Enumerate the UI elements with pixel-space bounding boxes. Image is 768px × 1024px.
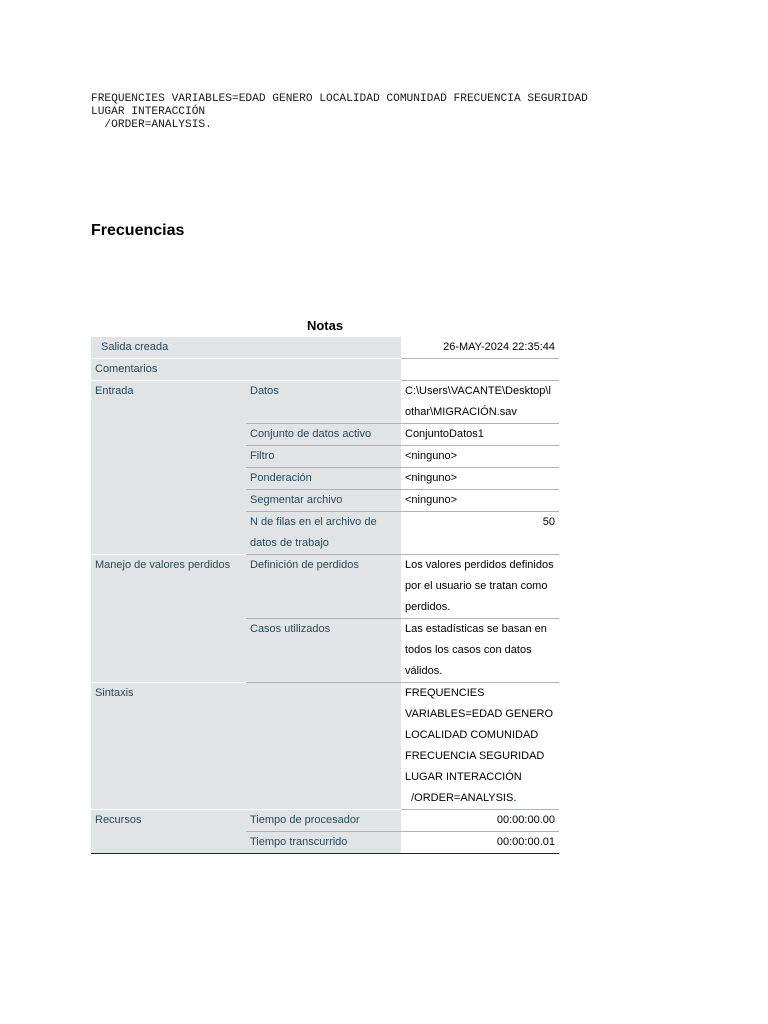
value-salida-creada: 26-MAY-2024 22:35:44 [401, 337, 559, 359]
value-definicion: Los valores perdidos definidos por el usuario se tratan como perdidos. [401, 555, 559, 619]
row-header-tiempo-procesador: Tiempo de procesador [246, 810, 401, 832]
row-header-datos: Datos [246, 381, 401, 424]
value-casos: Las estadísticas se basan en todos los casos con datos válidos. [401, 619, 559, 683]
table-row [91, 683, 559, 810]
table-row [91, 337, 559, 359]
table-title: Notas [306, 318, 344, 333]
value-sintaxis: FREQUENCIES VARIABLES=EDAD GENERO LOCALIDAD COMUNIDAD FRECUENCIA SEGURIDAD LUGAR INTERACCIÓN /ORDER=ANALYSIS. [401, 683, 559, 810]
value-tiempo-procesador: 00:00:00.00 [401, 810, 559, 832]
row-header-comentarios: Comentarios [91, 359, 401, 381]
row-header-tiempo-transcurrido: Tiempo transcurrido [246, 832, 401, 854]
value-comentarios [401, 359, 559, 381]
value-filtro: <ninguno> [401, 446, 559, 468]
table-row [91, 810, 559, 832]
value-segmentar: <ninguno> [401, 490, 559, 512]
value-conjunto: ConjuntoDatos1 [401, 424, 559, 446]
table-row [91, 381, 559, 424]
row-header-n-filas: N de filas en el archivo de datos de trabajo [246, 512, 401, 555]
row-header-definicion: Definición de perdidos [246, 555, 401, 619]
notas-table [91, 337, 559, 854]
table-row [91, 359, 559, 381]
row-header-salida-creada: Salida creada [91, 337, 401, 359]
row-header-manejo: Manejo de valores perdidos [91, 555, 246, 683]
row-header-segmentar: Segmentar archivo [246, 490, 401, 512]
syntax-code-block: FREQUENCIES VARIABLES=EDAD GENERO LOCALIDAD COMUNIDAD FRECUENCIA SEGURIDAD LUGAR INTERACCIÓN /ORDER=ANALYSIS. [91, 93, 588, 132]
value-tiempo-transcurrido: 00:00:00.01 [401, 832, 559, 854]
section-title: Frecuencias [91, 222, 185, 239]
row-header-casos: Casos utilizados [246, 619, 401, 683]
value-ponderacion: <ninguno> [401, 468, 559, 490]
value-datos: C:\Users\VACANTE\Desktop\lothar\MIGRACIÓN.sav [401, 381, 559, 424]
table-row [91, 555, 559, 619]
row-header-filtro: Filtro [246, 446, 401, 468]
value-n-filas: 50 [401, 512, 559, 555]
row-header-conjunto: Conjunto de datos activo [246, 424, 401, 446]
row-header-recursos: Recursos [91, 810, 246, 854]
row-header-entrada: Entrada [91, 381, 246, 555]
row-header-ponderacion: Ponderación [246, 468, 401, 490]
row-header-sintaxis: Sintaxis [91, 683, 401, 810]
